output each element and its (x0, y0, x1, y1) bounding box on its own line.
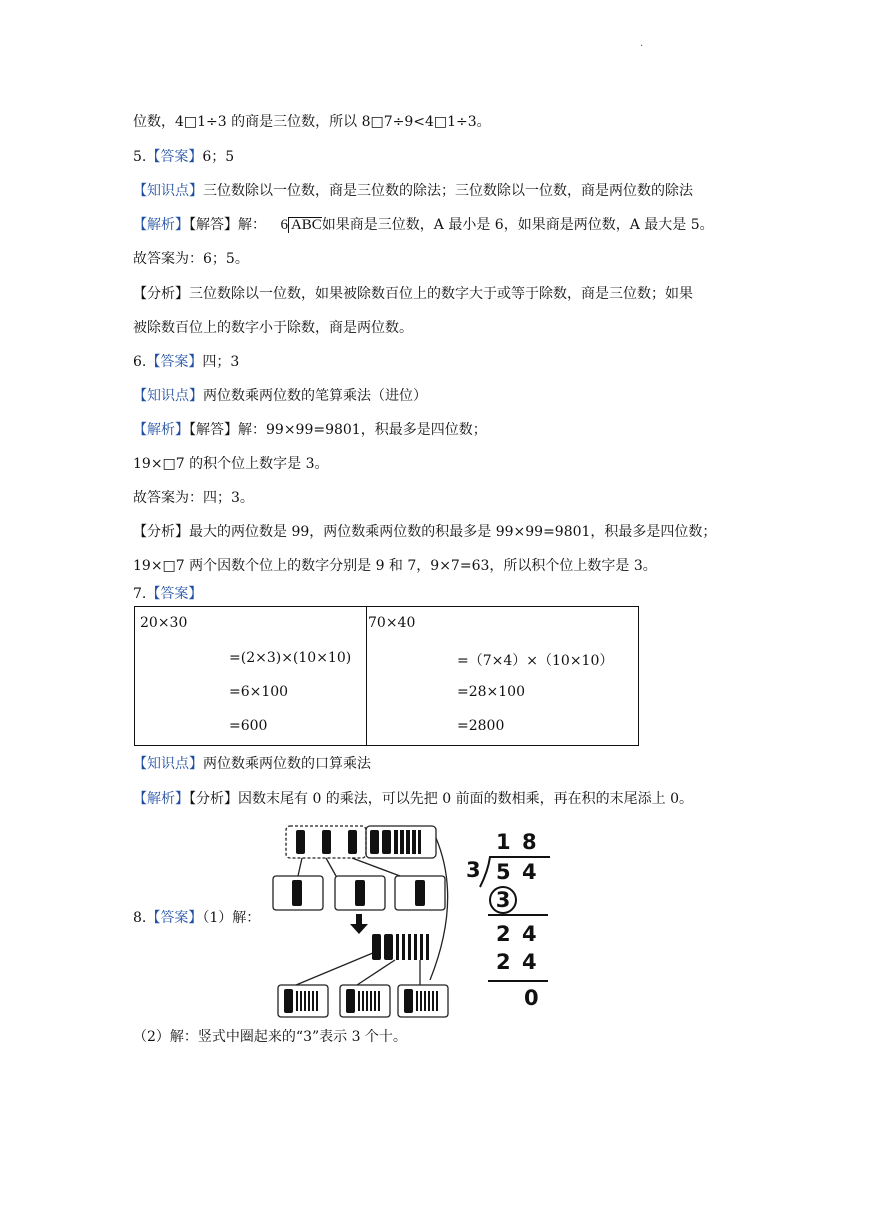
q6-knowledge-text: 两位数乘两位数的笔算乘法（进位） (203, 388, 427, 404)
analysis2-tag: 【分析】 (133, 286, 189, 302)
answer-tag: 【答案】 (146, 910, 203, 926)
solution-tag: 【解答】 (189, 217, 238, 233)
solution-tag: 【解答】 (189, 422, 238, 438)
dividend-digit: 4 (522, 860, 537, 884)
division-rule (488, 914, 548, 916)
q5-number: 5. (133, 149, 147, 165)
calc-right-result: =2800 (457, 718, 505, 734)
calculation-table (134, 606, 639, 746)
q5-final: 故答案为：6；5。 (133, 251, 249, 267)
q6-number: 6. (133, 354, 147, 370)
calc-left-result: =600 (229, 718, 268, 734)
q5-answer-value: 6；5 (202, 149, 235, 165)
calc-right-cell (367, 607, 639, 746)
long-division (466, 830, 550, 1020)
analysis2-tag: 【分析】 (189, 791, 238, 807)
calc-left-cell (135, 607, 367, 746)
q5-analysis2-line2: 被除数百位上的数字小于除数，商是两位数。 (133, 320, 413, 336)
q7-analysis-line (133, 789, 693, 809)
answer-tag: 【答案】 (146, 354, 203, 370)
q7-number: 7. (133, 586, 147, 602)
q5-answer-line (133, 147, 234, 167)
q6-answer-line (133, 352, 239, 372)
q8-part2: （2）解：竖式中圈起来的“3”表示 3 个十。 (133, 1029, 407, 1045)
circled-digit: 3 (489, 886, 517, 914)
q5-analysis-line (133, 215, 714, 235)
q5-solution-prefix: 解： (238, 217, 266, 233)
q8-number: 8. (133, 910, 147, 926)
remainder-digit: 0 (524, 986, 539, 1010)
q6-answer-value: 四；3 (202, 354, 240, 370)
analysis-tag: 【解析】 (133, 422, 189, 438)
q5-solution-text: 如果商是三位数，A 最小是 6，如果商是两位数，A 最大是 5。 (321, 217, 714, 233)
analysis2-tag: 【分析】 (133, 524, 189, 540)
q7-knowledge-text: 两位数乘两位数的口算乘法 (203, 756, 371, 772)
place-value-blocks-illustration (270, 820, 460, 1020)
analysis-tag: 【解析】 (133, 791, 189, 807)
q6-solution-text: 解：99×99=9801，积最多是四位数； (238, 422, 487, 438)
q8-part1-label: （1）解： (202, 910, 261, 926)
knowledge-tag: 【知识点】 (133, 756, 203, 772)
analysis-tag: 【解析】 (133, 217, 189, 233)
q5-knowledge-line (133, 181, 693, 201)
step-digit: 2 (496, 922, 511, 946)
q7-knowledge-line (133, 754, 371, 774)
q6-line2: 19×□7 的积个位上数字是 3。 (133, 456, 329, 472)
calc-right-step2: =28×100 (457, 684, 525, 700)
division-dividend: ABC (290, 217, 322, 233)
division-bracket (288, 217, 322, 233)
q7-answer-line (133, 584, 202, 604)
calc-left-step2: =6×100 (229, 684, 289, 700)
calc-left-step1: =(2×3)×(10×10) (229, 650, 352, 666)
q6-final: 故答案为：四；3。 (133, 490, 254, 506)
division-divisor: 6 (280, 217, 288, 233)
knowledge-tag: 【知识点】 (133, 388, 203, 404)
q7-analysis-text: 因数末尾有 0 的乘法，可以先把 0 前面的数相乘，再在积的末尾添上 0。 (238, 791, 693, 807)
q8-answer-line (133, 908, 260, 928)
q4-line: 位数，4□1÷3 的商是三位数，所以 8□7÷9<4□1÷3。 (133, 114, 491, 130)
calc-left-expr: 20×30 (140, 615, 188, 631)
division-bracket (478, 855, 550, 889)
step-digit: 2 (496, 950, 511, 974)
quotient-digit: 1 (496, 830, 511, 854)
calc-right-step1: =（7×4）×（10×10） (457, 653, 614, 669)
answer-tag: 【答案】 (146, 149, 203, 165)
q5-analysis2-text: 三位数除以一位数，如果被除数百位上的数字大于或等于除数，商是三位数；如果 (189, 286, 693, 302)
q5-analysis2-line1 (133, 284, 693, 304)
answer-tag: 【答案】 (146, 586, 203, 602)
step-digit: 4 (522, 950, 537, 974)
step-digit: 4 (522, 922, 537, 946)
quotient-digit: 8 (522, 830, 537, 854)
division-rule (488, 980, 548, 982)
q6-analysis-line (133, 420, 487, 440)
q6-analysis2-text: 最大的两位数是 99，两位数乘两位数的积最多是 99×99=9801，积最多是四位数； (189, 524, 717, 540)
divisor-digit: 3 (466, 858, 481, 882)
q6-knowledge-line (133, 386, 427, 406)
calc-right-expr: 70×40 (368, 615, 416, 631)
knowledge-tag: 【知识点】 (133, 183, 203, 199)
division-notation (280, 215, 321, 235)
dividend-digit: 5 (496, 860, 511, 884)
q6-analysis2-line2: 19×□7 两个因数个位上的数字分别是 9 和 7，9×7=63，所以积个位上数字是 3。 (133, 558, 657, 574)
q5-knowledge-text: 三位数除以一位数，商是三位数的除法；三位数除以一位数，商是两位数的除法 (203, 183, 693, 199)
header-dot: . (640, 38, 644, 49)
q6-analysis2-line1 (133, 522, 716, 542)
